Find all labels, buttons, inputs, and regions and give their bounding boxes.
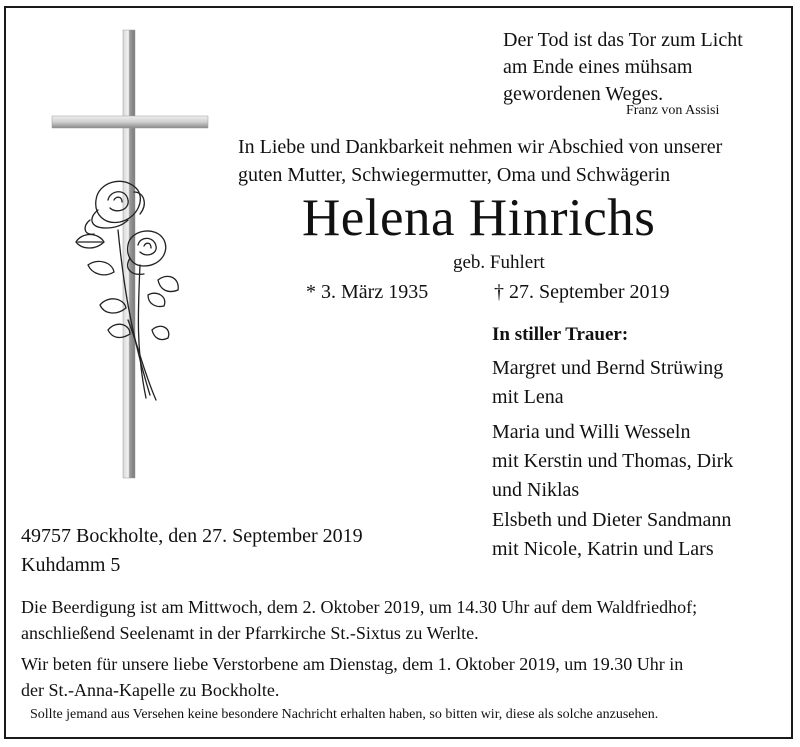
quote xyxy=(503,27,743,108)
funeral-line: anschließend Seelenamt in der Pfarrkirche St.-Sixtus zu Werlte. xyxy=(21,623,479,643)
footer-note: Sollte jemand aus Versehen keine besondere Nachricht erhalten haben, so bitten wir, diese als solche anzusehen. xyxy=(30,707,659,722)
address xyxy=(21,522,363,580)
quote-author: Franz von Assisi xyxy=(626,103,720,118)
mourner-line: mit Nicole, Katrin und Lars xyxy=(492,538,714,560)
roses-icon xyxy=(68,170,188,410)
prayer-line: der St.-Anna-Kapelle zu Bockholte. xyxy=(21,680,280,700)
mourners-title: In stiller Trauer: xyxy=(492,324,629,345)
quote-line: gewordenen Weges. xyxy=(503,83,664,105)
quote-line: am Ende eines mühsam xyxy=(503,56,693,78)
prayer-info xyxy=(21,651,683,703)
intro-text xyxy=(238,133,722,189)
mourner-line: mit Lena xyxy=(492,386,564,408)
funeral-info xyxy=(21,594,697,646)
mourner-group xyxy=(492,506,731,564)
mourner-line: Elsbeth und Dieter Sandmann xyxy=(492,509,732,531)
address-line: Kuhdamm 5 xyxy=(21,554,121,576)
mourner-line: Margret und Bernd Strüwing xyxy=(492,357,724,379)
address-line: 49757 Bockholte, den 27. September 2019 xyxy=(21,525,363,547)
mourner-line: Maria und Willi Wesseln xyxy=(492,421,691,443)
birth-name: geb. Fuhlert xyxy=(453,252,545,273)
death-date: † 27. September 2019 xyxy=(494,281,670,303)
intro-line: guten Mutter, Schwiegermutter, Oma und Schwägerin xyxy=(238,164,671,186)
mourner-group xyxy=(492,418,733,505)
mourner-line: und Niklas xyxy=(492,479,580,501)
quote-line: Der Tod ist das Tor zum Licht xyxy=(503,29,743,51)
intro-line: In Liebe und Dankbarkeit nehmen wir Abschied von unserer xyxy=(238,136,723,158)
deceased-name: Helena Hinrichs xyxy=(302,189,656,247)
birth-date: * 3. März 1935 xyxy=(306,281,429,303)
prayer-line: Wir beten für unsere liebe Verstorbene am Dienstag, dem 1. Oktober 2019, um 19.30 Uhr in xyxy=(21,654,684,674)
mourner-line: mit Kerstin und Thomas, Dirk xyxy=(492,450,734,472)
funeral-line: Die Beerdigung ist am Mittwoch, dem 2. Oktober 2019, um 14.30 Uhr auf dem Waldfriedhof; xyxy=(21,597,698,617)
mourner-group xyxy=(492,354,723,412)
